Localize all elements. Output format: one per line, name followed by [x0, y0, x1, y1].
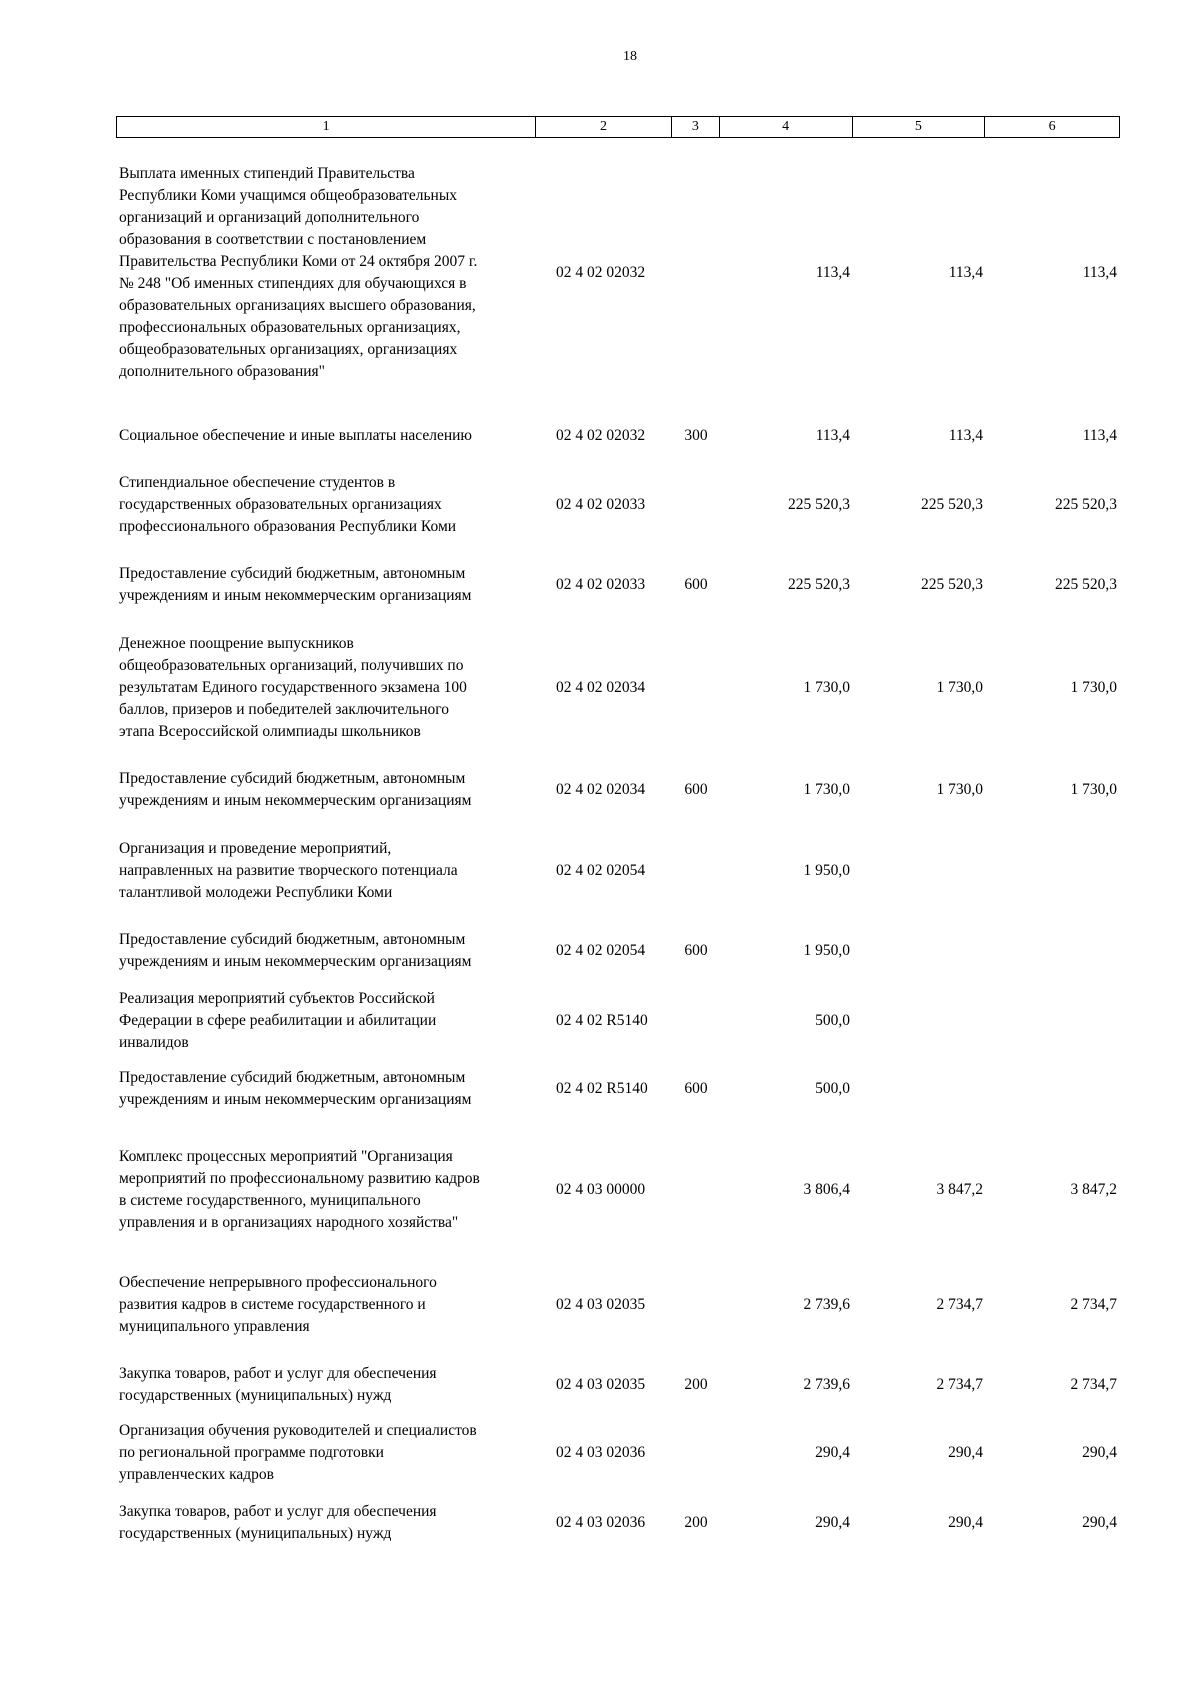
- row-value-2: 290,4: [948, 1444, 983, 1461]
- row-value-3: 2 734,7: [1070, 1376, 1117, 1393]
- row-name: Выплата именных стипендий Правительства Республики Коми учащимся общеобразовательных организаций и организаций дополнительного образования в соответствии с постановлением Правительства Республики Коми от 24 октября 2007 г. № 248 "Об именных стипендиях для обучающихся в образовательных организациях высшего образования, профессиональных образовательных организациях, общеобразовательных организациях, организациях дополнительного образования": [119, 165, 478, 380]
- row-type: 300: [684, 427, 708, 444]
- row-name: Реализация мероприятий субъектов Российской Федерации в сфере реабилитации и абилитации инвалидов: [119, 990, 437, 1051]
- row-code: 02 4 02 02032: [556, 427, 646, 444]
- row-value-1: 113,4: [815, 427, 850, 444]
- row-value-3: 225 520,3: [1055, 496, 1117, 513]
- table-row: [116, 1420, 1120, 1486]
- row-value-2: 290,4: [948, 1514, 983, 1531]
- row-code: 02 4 02 02034: [556, 781, 646, 798]
- row-value-1: 1 730,0: [803, 679, 850, 696]
- row-value-3: 290,4: [1082, 1514, 1117, 1531]
- row-type: 600: [684, 781, 708, 798]
- header-col-6: 6: [1048, 119, 1056, 134]
- row-value-2: 1 730,0: [936, 781, 983, 798]
- row-value-3: 113,4: [1082, 427, 1117, 444]
- row-value-2: 113,4: [948, 264, 983, 281]
- row-value-3: 1 730,0: [1070, 679, 1117, 696]
- row-value-3: 3 847,2: [1070, 1181, 1117, 1198]
- row-name: Социальное обеспечение и иные выплаты населению: [119, 427, 473, 444]
- row-value-1: 290,4: [815, 1444, 850, 1461]
- row-name: Предоставление субсидий бюджетным, автономным учреждениям и иным некоммерческим организациям: [119, 931, 472, 970]
- table-row: [116, 1067, 1120, 1111]
- row-value-2: 113,4: [948, 427, 983, 444]
- row-value-1: 500,0: [815, 1080, 850, 1097]
- table-row: [116, 1363, 1120, 1407]
- table-row: [116, 768, 1120, 812]
- table-row: [116, 633, 1120, 743]
- row-value-3: 290,4: [1082, 1444, 1117, 1461]
- row-value-1: 3 806,4: [803, 1181, 850, 1198]
- row-value-3: 2 734,7: [1070, 1296, 1117, 1313]
- row-name: Обеспечение непрерывного профессионального развития кадров в системе государственного и муниципального управления: [119, 1274, 437, 1335]
- header-col-5: 5: [853, 117, 986, 137]
- row-code: 02 4 02 02034: [556, 679, 646, 696]
- row-value-2: 2 734,7: [936, 1376, 983, 1393]
- table-row: [116, 563, 1120, 607]
- table-row: [116, 425, 1120, 447]
- row-code: 02 4 03 02035: [556, 1376, 646, 1393]
- row-code: 02 4 02 02033: [556, 496, 646, 513]
- row-code: 02 4 03 02036: [556, 1444, 646, 1461]
- row-value-1: 290,4: [815, 1514, 850, 1531]
- row-name: Закупка товаров, работ и услуг для обеспечения государственных (муниципальных) нужд: [119, 1365, 437, 1404]
- row-value-3: 113,4: [1082, 264, 1117, 281]
- row-code: 02 4 03 02036: [556, 1514, 646, 1531]
- row-value-1: 2 739,6: [803, 1376, 850, 1393]
- table-row: [116, 1272, 1120, 1338]
- row-name: Комплекс процессных мероприятий "Организация мероприятий по профессиональному развитию кадров в системе государственного, муниципального управления и в организациях народного хозяйства": [119, 1148, 480, 1231]
- row-type: 600: [684, 942, 708, 959]
- row-code: 02 4 03 02035: [556, 1296, 646, 1313]
- row-code: 02 4 02 02033: [556, 576, 646, 593]
- row-type: 600: [684, 576, 708, 593]
- row-value-1: 113,4: [815, 264, 850, 281]
- header-col-2: 2: [536, 117, 672, 137]
- row-value-1: 225 520,3: [788, 496, 850, 513]
- page-number: 18: [623, 49, 637, 64]
- header-col-3: 3: [672, 117, 720, 137]
- row-code: 02 4 03 00000: [556, 1181, 646, 1198]
- header-col-4: 4: [720, 117, 853, 137]
- row-name: Организация и проведение мероприятий, направленных на развитие творческого потенциала талантливой молодежи Республики Коми: [119, 840, 458, 901]
- table-row: [116, 1146, 1120, 1234]
- row-code: 02 4 02 02054: [556, 942, 646, 959]
- row-value-1: 1 950,0: [803, 942, 850, 959]
- row-value-1: 1 730,0: [803, 781, 850, 798]
- row-value-2: 1 730,0: [936, 679, 983, 696]
- row-name: Предоставление субсидий бюджетным, автономным учреждениям и иным некоммерческим организациям: [119, 1069, 472, 1108]
- table-row: [116, 929, 1120, 973]
- row-value-3: 225 520,3: [1055, 576, 1117, 593]
- row-code: 02 4 02 R5140: [556, 1080, 648, 1097]
- row-value-1: 1 950,0: [803, 862, 850, 879]
- row-value-2: 225 520,3: [921, 576, 983, 593]
- row-code: 02 4 02 R5140: [556, 1012, 648, 1029]
- table-row: [116, 838, 1120, 904]
- table-row: [116, 163, 1120, 383]
- row-value-2: 225 520,3: [921, 496, 983, 513]
- row-value-2: 2 734,7: [936, 1296, 983, 1313]
- row-name: Закупка товаров, работ и услуг для обеспечения государственных (муниципальных) нужд: [119, 1503, 437, 1542]
- table-row: [116, 988, 1120, 1054]
- table-row: [116, 472, 1120, 538]
- row-name: Организация обучения руководителей и специалистов по региональной программе подготовки управленческих кадров: [119, 1422, 477, 1483]
- row-type: 600: [684, 1080, 708, 1097]
- table-row: [116, 1501, 1120, 1545]
- row-name: Денежное поощрение выпускников общеобразовательных организаций, получивших по результатам Единого государственного экзамена 100 баллов, призеров и победителей заключительного этапа Всероссийской олимпиады школьников: [119, 635, 467, 740]
- row-code: 02 4 02 02054: [556, 862, 646, 879]
- row-value-3: 1 730,0: [1070, 781, 1117, 798]
- row-name: Предоставление субсидий бюджетным, автономным учреждениям и иным некоммерческим организациям: [119, 565, 472, 604]
- row-value-2: 3 847,2: [936, 1181, 983, 1198]
- row-value-1: 500,0: [815, 1012, 850, 1029]
- row-code: 02 4 02 02032: [556, 264, 646, 281]
- row-name: Стипендиальное обеспечение студентов в государственных образовательных организациях профессионального образования Республики Коми: [119, 474, 457, 535]
- row-type: 200: [684, 1514, 708, 1531]
- row-type: 200: [684, 1376, 708, 1393]
- row-value-1: 2 739,6: [803, 1296, 850, 1313]
- row-name: Предоставление субсидий бюджетным, автономным учреждениям и иным некоммерческим организациям: [119, 770, 472, 809]
- header-col-1: 1: [117, 117, 536, 137]
- row-value-1: 225 520,3: [788, 576, 850, 593]
